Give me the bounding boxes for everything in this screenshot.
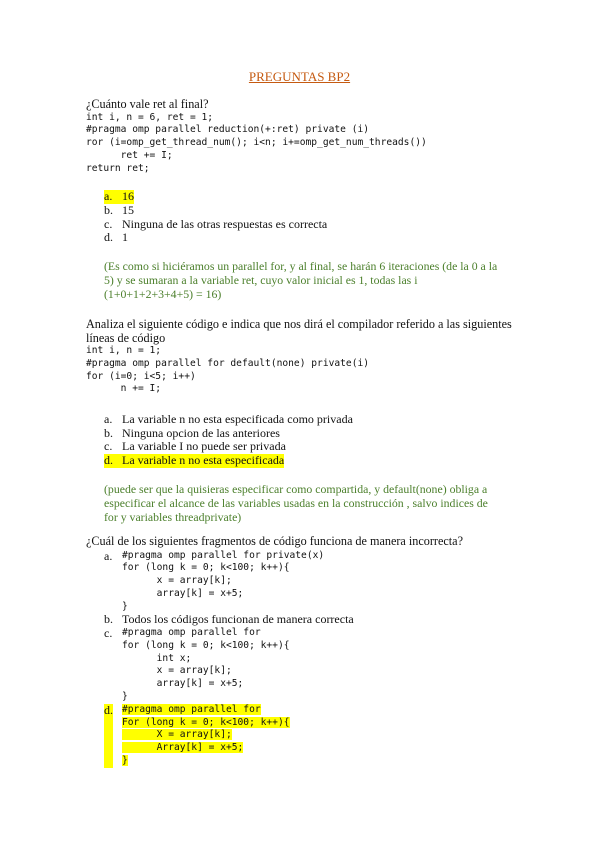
option-a: a. 16: [104, 189, 134, 204]
question-1-options: [86, 190, 526, 244]
question-2-code: [86, 345, 526, 396]
question-1-explanation: (Es como si hiciéramos un parallel for, y al final, se harán 6 iteraciones (de la 0 a la 5) y se sumaran a la variable ret, cuyo valor inicial es 1, todas las i (1+0+1+2+3+4+5) = 16): [104, 258, 498, 302]
code-line: int i, n = 6, ret = 1;: [86, 111, 214, 123]
question-1-code: [86, 112, 526, 176]
code-line: #pragma omp parallel for default(none) private(i): [86, 357, 370, 369]
code-line: ret += I;: [86, 149, 173, 161]
code-line: for (i=0; i<5; i++): [86, 370, 196, 382]
question-3: [86, 535, 526, 768]
question-2-explanation: (puede ser que la quisieras especificar como compartida, y default(none) obliga a especificar el alcance de las variables usadas en la construcción , salvo indices de for y variables threadprivate): [104, 481, 488, 524]
question-2-text: Analiza el siguiente código e indica que nos dirá el compilador referido a las siguientes líneas de código: [86, 317, 512, 345]
option-d: d. 1: [104, 230, 128, 245]
question-3-text: ¿Cuál de los siguientes fragmentos de código funciona de manera incorrecta?: [86, 534, 463, 548]
option-b: b. Ninguna opcion de las anteriores: [104, 425, 280, 440]
option-b: b. 15: [104, 203, 134, 218]
code-line: #pragma omp parallel reduction(+:ret) private (i): [86, 124, 370, 136]
option-d: d. #pragma omp parallel for For (long k = 0; k<100; k++){ X = array[k]; Array[k] = x+5; }: [104, 702, 290, 767]
question-1-text: ¿Cuánto vale ret al final?: [86, 97, 209, 111]
option-c: c. Ninguna de las otras respuestas es correcta: [104, 216, 328, 231]
code-line: ror (i=omp_get_thread_num(); i<n; i+=omp_get_num_threads()): [86, 137, 427, 149]
option-a: a. #pragma omp parallel for private(x) for (long k = 0; k<100; k++){ x = array[k]; array[k] = x+5; }: [104, 548, 325, 612]
code-line: int i, n = 1;: [86, 345, 162, 356]
question-2-options: [86, 413, 526, 467]
option-b: b. Todos los códigos funcionan de manera correcta: [104, 612, 354, 627]
question-1: [86, 98, 526, 301]
code-line: n += I;: [86, 383, 162, 395]
page-title: PREGUNTAS BP2: [248, 69, 351, 84]
option-c-code: #pragma omp parallel for for (long k = 0; k<100; k++){ int x; x = array[k]; array[k] = x+5; }: [122, 627, 290, 703]
option-a: a. La variable n no esta especificada como privada: [104, 412, 353, 427]
option-a-code: #pragma omp parallel for private(x) for (long k = 0; k<100; k++){ x = array[k]; array[k] = x+5; }: [122, 549, 325, 612]
option-d: d. La variable n no esta especificada: [104, 452, 285, 467]
question-2: [86, 318, 526, 524]
option-c: c. La variable I no puede ser privada: [104, 439, 286, 454]
code-line: return ret;: [86, 162, 150, 174]
option-c: c. #pragma omp parallel for for (long k = 0; k<100; k++){ int x; x = array[k]; array[k] = x+5; }: [104, 626, 290, 703]
option-d-code: #pragma omp parallel for For (long k = 0; k<100; k++){ X = array[k]; Array[k] = x+5; }: [122, 703, 290, 767]
